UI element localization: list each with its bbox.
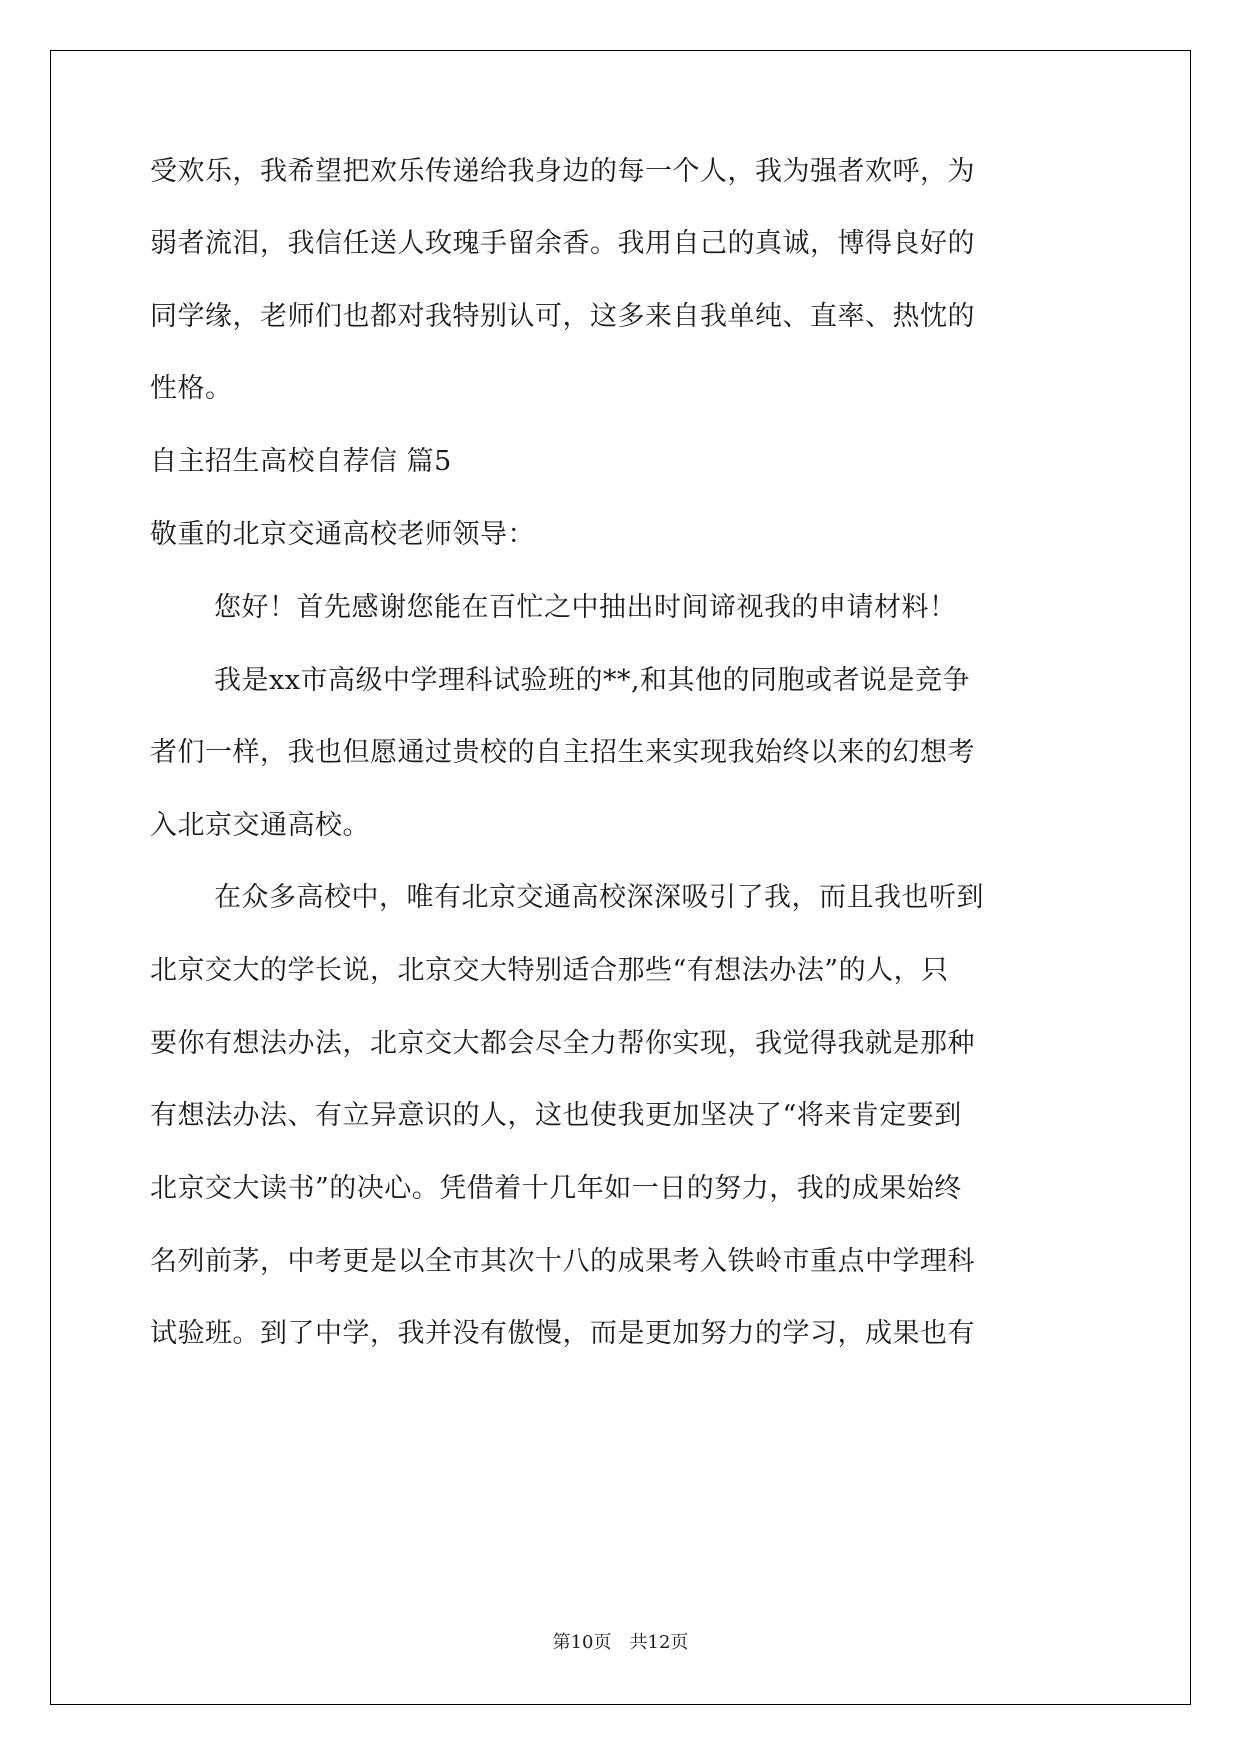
section-heading: 自主招生高校自荐信 篇5	[150, 446, 452, 477]
body-line: 入北京交通高校。	[150, 810, 370, 841]
body-line: 弱者流泪，我信任送人玫瑰手留余香。我用自己的真诚，博得良好的	[150, 228, 975, 259]
body-line: 受欢乐，我希望把欢乐传递给我身边的每一个人，我为强者欢呼，为	[150, 156, 975, 187]
body-line: 名列前茅，中考更是以全市其次十八的成果考入铁岭市重点中学理科	[150, 1246, 975, 1277]
body-line: 要你有想法办法，北京交大都会尽全力帮你实现，我觉得我就是那种	[150, 1028, 975, 1059]
body-line: 在众多高校中，唯有北京交通高校深深吸引了我，而且我也听到	[214, 882, 984, 913]
body-line: 性格。	[150, 373, 233, 404]
page-total: 共12页	[629, 1632, 689, 1653]
page-number: 第10页	[552, 1632, 612, 1653]
body-line: 有想法办法、有立异意识的人，这也使我更加坚决了“将来肯定要到	[150, 1100, 962, 1131]
body-line: 我是xx市高级中学理科试验班的**,和其他的同胞或者说是竞争	[214, 665, 971, 696]
body-line: 北京交大读书”的决心。凭借着十几年如一日的努力，我的成果始终	[150, 1173, 962, 1204]
body-line: 者们一样，我也但愿通过贵校的自主招生来实现我始终以来的幻想考	[150, 737, 975, 768]
body-line: 同学缘，老师们也都对我特别认可，这多来自我单纯、直率、热忱的	[150, 301, 975, 332]
salutation: 敬重的北京交通高校老师领导：	[150, 519, 535, 550]
page-footer	[0, 1628, 1241, 1654]
body-line: 北京交大的学长说，北京交大特别适合那些“有想法办法”的人，只	[150, 955, 949, 986]
body-line: 试验班。到了中学，我并没有傲慢，而是更加努力的学习，成果也有	[150, 1318, 975, 1349]
greeting-line: 您好！首先感谢您能在百忙之中抽出时间谛视我的申请材料！	[214, 592, 957, 623]
